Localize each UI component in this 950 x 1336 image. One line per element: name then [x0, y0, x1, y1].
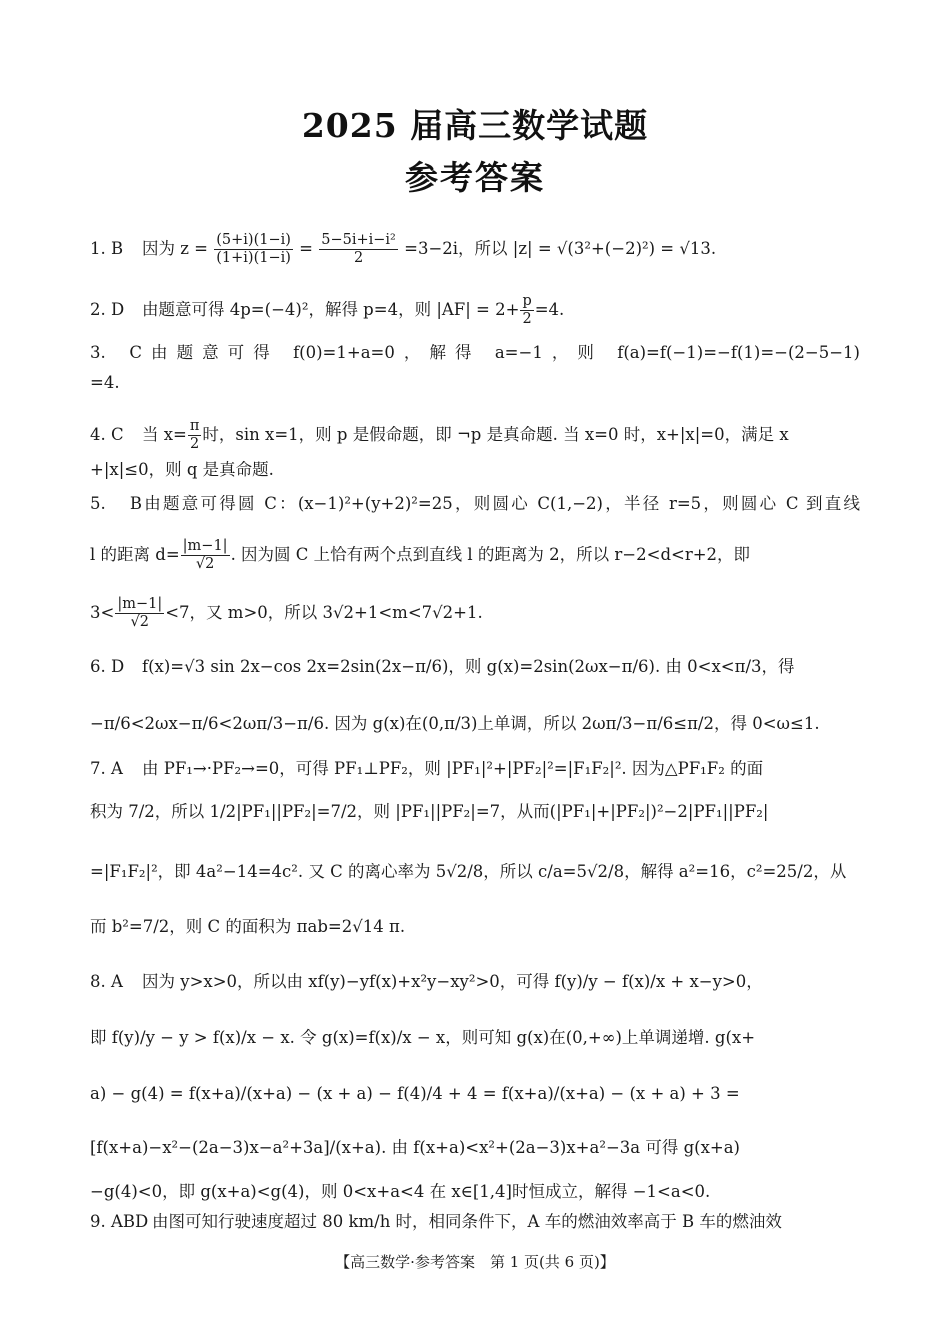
- answer-number: 6. D: [90, 657, 125, 676]
- answer-4-line-2: +|x|≤0，则 q 是真命题.: [90, 460, 274, 479]
- answer-3-line-1: 3. C由题意可得 f(0)=1+a=0，解得 a=−1，则 f(a)=f(−1)=−f(1)=−(2−5−1): [90, 341, 860, 365]
- answer-number: 7. A: [90, 759, 123, 778]
- answer-8-line-5: −g(4)<0，即 g(x+a)<g(4)，则 0<x+a<4 在 x∈[1,4]时恒成立，解得 −1<a<0.: [90, 1182, 711, 1201]
- answer-7-line-4: 而 b²=7/2，则 C 的面积为 πab=2√14 π.: [90, 917, 406, 936]
- answer-8-line-3: a) − g(4) = f(x+a)/(x+a) − (x + a) − f(4)/4 + 4 = f(x+a)/(x+a) − (x + a) + 3 =: [90, 1084, 740, 1103]
- answer-1: 1. B 因为 z = $\frac{(5+i)(1-i)}{(1+i)(1-i)}$ = $\frac{\text{5−5i+i−i²}}{2}$ =3−2i，所以 |z| = √(3²+(−2)²) = √13.: [90, 232, 717, 266]
- answer-number: 1. B: [90, 239, 124, 258]
- answer-7-line-2: 积为 7/2，所以 1/2|PF₁||PF₂|=7/2，则 |PF₁||PF₂|=7，从而(|PF₁|+|PF₂|)²−2|PF₁||PF₂|: [90, 802, 769, 821]
- answer-9-line-1: 9. ABD 由图可知行驶速度超过 80 km/h 时，相同条件下，A 车的燃油效率高于 B 车的燃油效: [90, 1210, 860, 1234]
- answer-2: 2. D 由题意可得 4p=(−4)²，解得 p=4，则 |AF| = 2+ $\frac{p}{2}$ =4.: [90, 293, 565, 327]
- answer-8-line-4: [f(x+a)−x²−(2a−3)x−a²+3a]/(x+a). 由 f(x+a)<x²+(2a−3)x+a²−3a 可得 g(x+a): [90, 1138, 740, 1157]
- page-footer: 【高三数学·参考答案 第 1 页(共 6 页)】: [335, 1253, 615, 1271]
- answer-number: 4. C: [90, 425, 124, 444]
- answer-7-line-1: 7. A 由 PF₁→·PF₂→=0，可得 PF₁⊥PF₂，则 |PF₁|²+|PF₂|²=|F₁F₂|². 因为△PF₁F₂ 的面: [90, 757, 860, 781]
- fraction: $\frac{\text{5−5i+i−i²}}{2}$: [321, 232, 396, 266]
- answer-4-line-1: 4. C 当 x= $\frac{\pi}{2}$ 时，sin x=1，则 p 是假命题，即 ¬p 是真命题. 当 x=0 时，x+|x|=0，满足 x: [90, 418, 789, 452]
- answer-8-line-2: 即 f(y)/y − y > f(x)/x − x. 令 g(x)=f(x)/x − x，则可知 g(x)在(0,+∞)上单调递增. g(x+: [90, 1028, 756, 1047]
- fraction: $\frac{(5+i)(1-i)}{(1+i)(1-i)}$: [216, 232, 291, 266]
- fraction: $\frac{|m-1|}{√2}$: [182, 538, 228, 572]
- answer-number: 2. D: [90, 300, 125, 319]
- answer-number: 3. C: [90, 343, 142, 362]
- answer-5-line-1: 5. B由题意可得圆 C：(x−1)²+(y+2)²=25，则圆心 C(1,−2)，半径 r=5，则圆心 C 到直线: [90, 492, 860, 516]
- fraction: $\frac{\pi}{2}$: [189, 418, 200, 452]
- answer-number: 9. ABD: [90, 1212, 149, 1231]
- page-title: 2025 届高三数学试题: [301, 106, 649, 145]
- answer-8-line-1: 8. A 因为 y>x>0，所以由 xf(y)−yf(x)+x²y−xy²>0，可得 f(y)/y − f(x)/x + x−y>0，: [90, 970, 860, 994]
- answer-number: 5. B: [90, 494, 142, 513]
- page-subtitle: 参考答案: [405, 158, 545, 197]
- answer-7-line-3: =|F₁F₂|²，即 4a²−14=4c². 又 C 的离心率为 5√2/8，所以 c/a=5√2/8，解得 a²=16，c²=25/2，从: [90, 862, 847, 881]
- answer-5-line-3: 3< $\frac{|m-1|}{√2}$ <7，又 m>0，所以 3√2+1<m<7√2+1.: [90, 596, 483, 630]
- answer-number: 8. A: [90, 972, 123, 991]
- answer-5-line-2: l 的距离 d= $\frac{|m-1|}{√2}$ . 因为圆 C 上恰有两个点到直线 l 的距离为 2，所以 r−2<d<r+2，即: [90, 538, 751, 572]
- answer-6-line-2: −π/6<2ωx−π/6<2ωπ/3−π/6. 因为 g(x)在(0,π/3)上单调，所以 2ωπ/3−π/6≤π/2，得 0<ω≤1.: [90, 714, 820, 733]
- fraction: $\frac{p}{2}$: [522, 293, 532, 327]
- answer-6-line-1: 6. D f(x)=√3 sin 2x−cos 2x=2sin(2x−π/6)，则 g(x)=2sin(2ωx−π/6). 由 0<x<π/3，得: [90, 655, 860, 679]
- fraction: $\frac{|m-1|}{√2}$: [117, 596, 163, 630]
- answer-3-line-2: =4.: [90, 373, 120, 392]
